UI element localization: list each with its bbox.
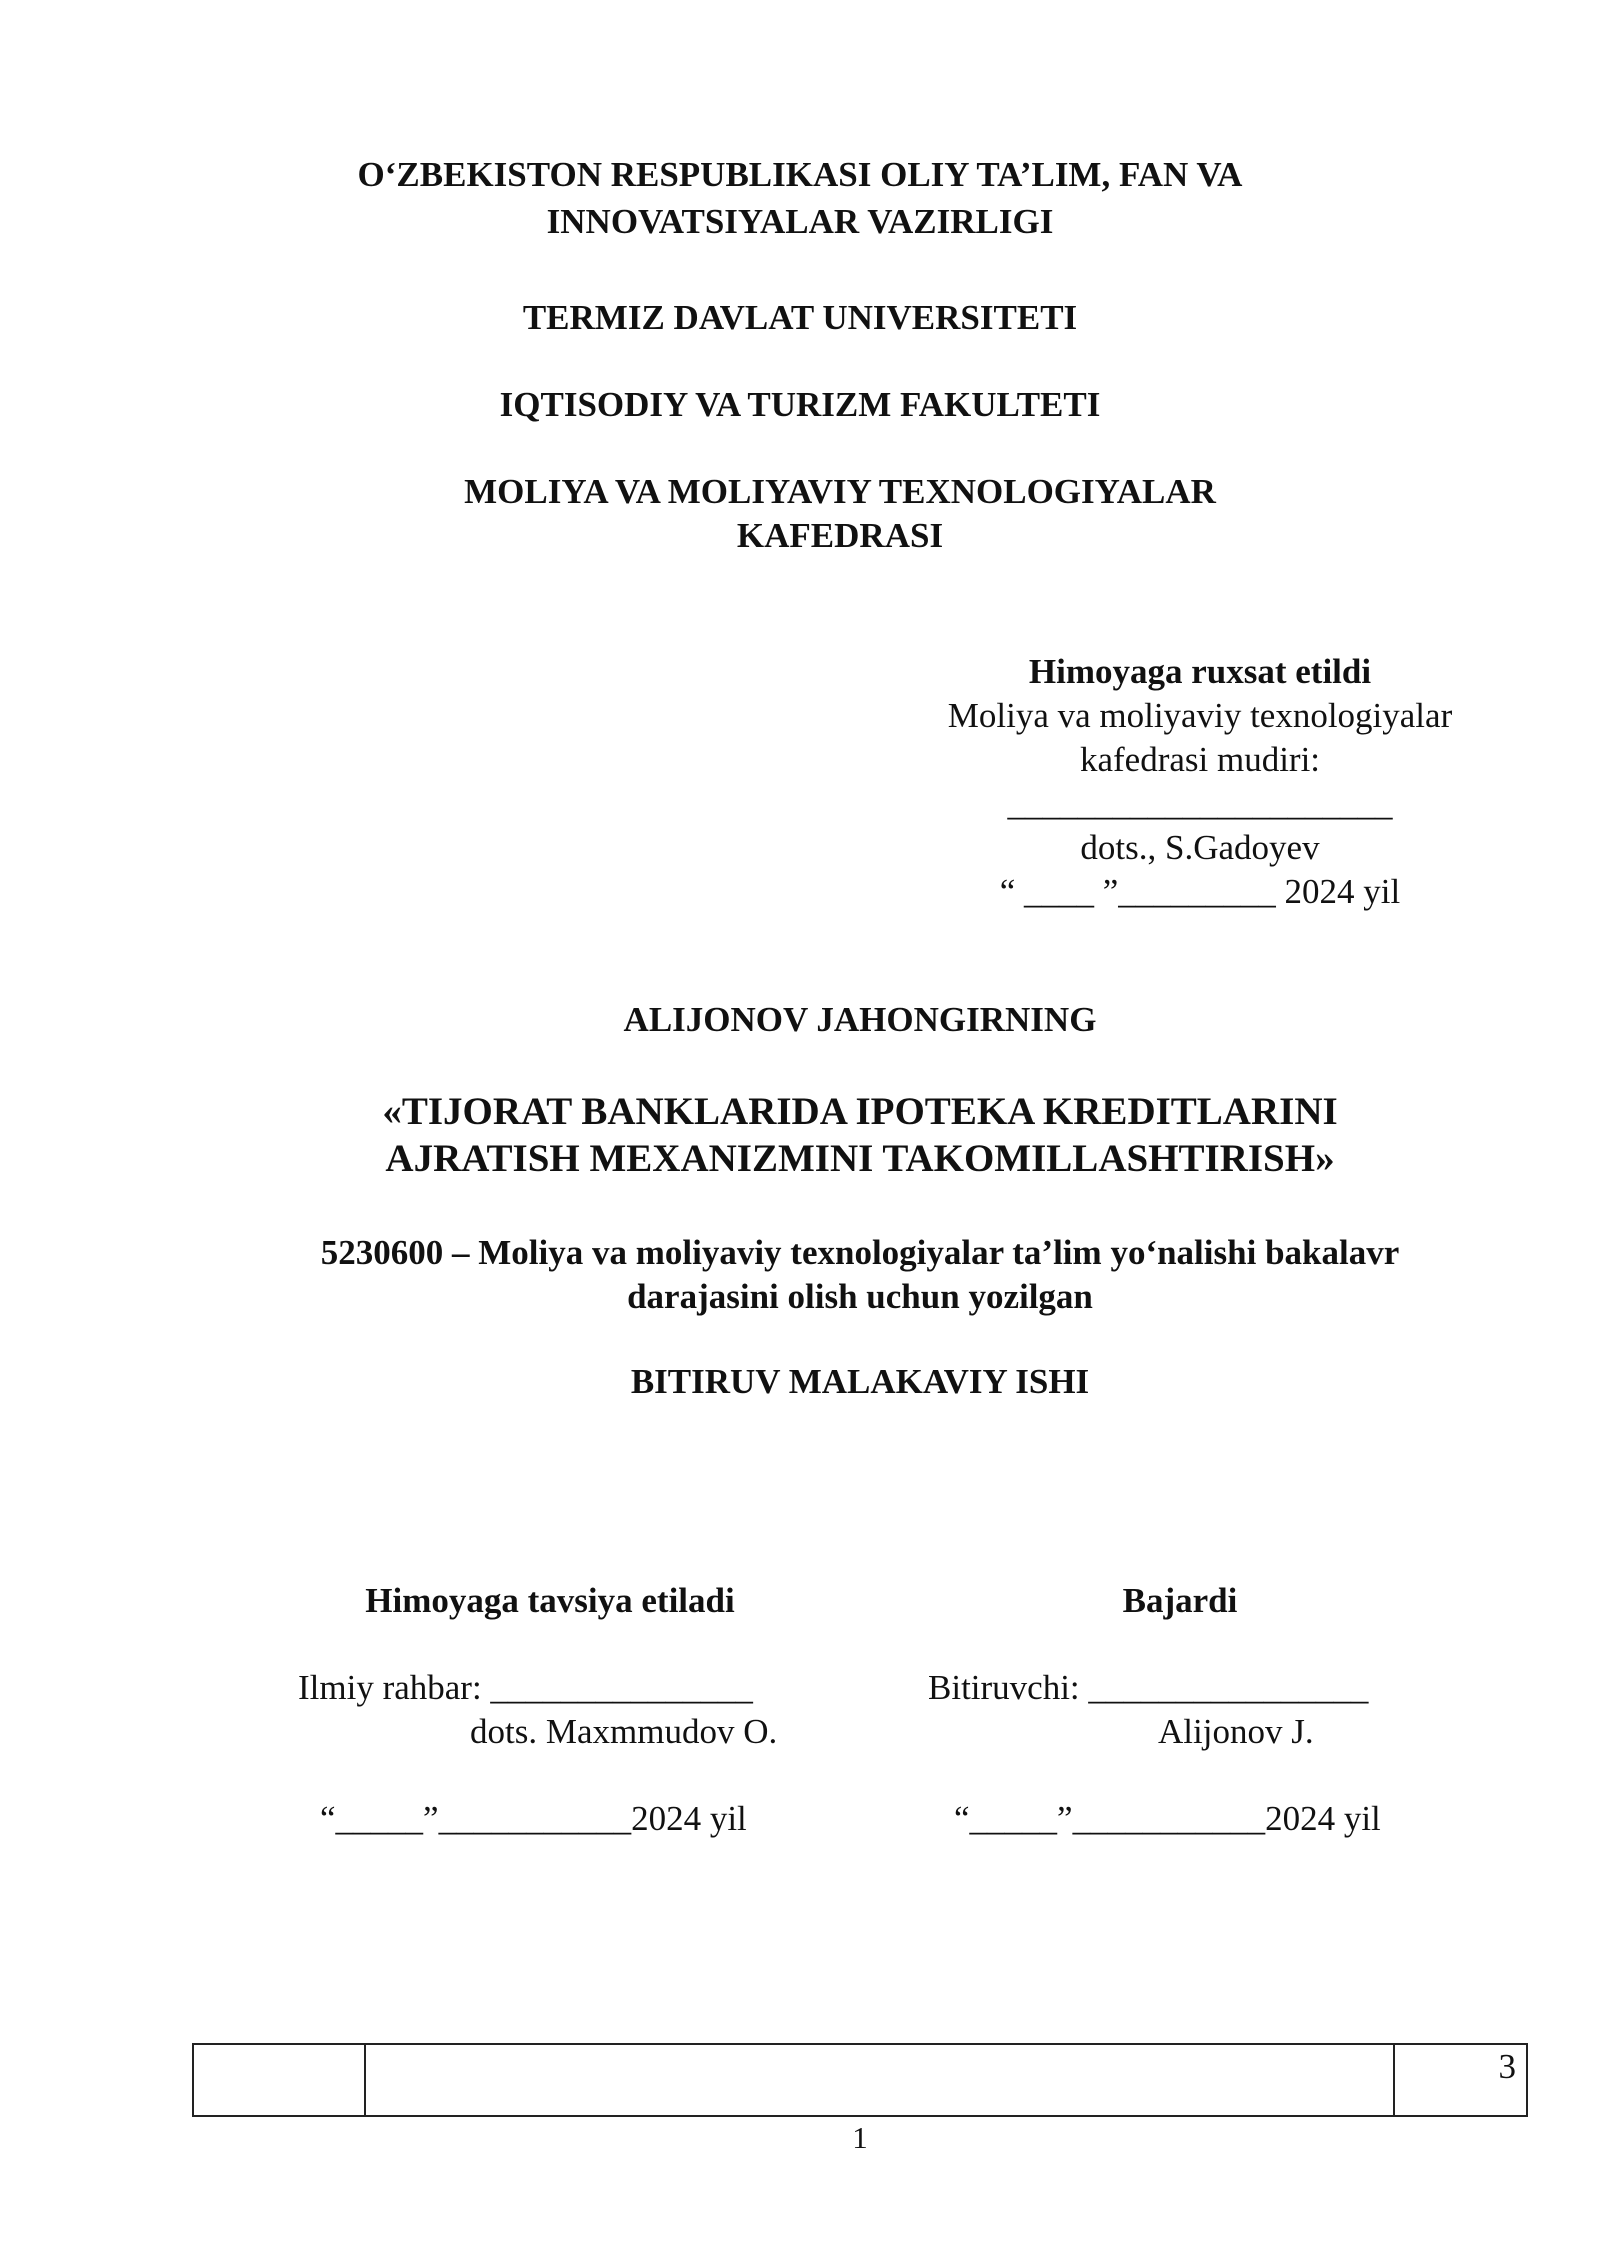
department-name-line-2: KAFEDRASI (736, 516, 944, 555)
approval-block (900, 650, 1500, 914)
thesis-title-line-2: AJRATISH MEXANIZMINI TAKOMILLASHTIRISH» (385, 1137, 1335, 1180)
sheet-number: 3 (1498, 2047, 1516, 2086)
approval-title: Himoyaga ruxsat etildi (1028, 652, 1372, 691)
university-name: TERMIZ DAVLAT UNIVERSITETI (522, 298, 1078, 337)
thesis-title-line-1: «TIJORAT BANKLARIDA IPOTEKA KREDITLARINI (382, 1090, 1338, 1133)
program-line-1: 5230600 – Moliya va moliyaviy texnologiyalar ta’lim yo‘nalishi bakalavr (320, 1233, 1400, 1272)
approval-signature-line: ______________________ (1007, 784, 1393, 823)
footer-table-divider (364, 2045, 366, 2115)
student-label-line: Bitiruvchi: ________________ (928, 1668, 1369, 1707)
supervisor-heading: Himoyaga tavsiya etiladi (365, 1581, 735, 1620)
supervisor-date: “_____”___________2024 yil (320, 1799, 747, 1838)
supervisor-name: dots. Maxmmudov O. (470, 1712, 778, 1751)
faculty-name: IQTISODIY VA TURIZM FAKULTETI (499, 385, 1101, 424)
approval-department-line-2: kafedrasi mudiri: (1079, 740, 1321, 779)
student-heading: Bajardi (1122, 1581, 1238, 1620)
student-date: “_____”___________2024 yil (954, 1799, 1381, 1838)
footer-stamp-table (192, 2043, 1528, 2117)
approval-head-name: dots., S.Gadoyev (1080, 828, 1320, 867)
supervisor-label-line: Ilmiy rahbar: _______________ (298, 1668, 753, 1707)
program-line-2: darajasini olish uchun yozilgan (627, 1277, 1093, 1316)
approval-department-line-1: Moliya va moliyaviy texnologiyalar (947, 696, 1453, 735)
ministry-name-line-2: INNOVATSIYALAR VAZIRLIGI (546, 202, 1054, 241)
work-type: BITIRUV MALAKAVIY ISHI (630, 1362, 1090, 1401)
footer-table-divider (1393, 2045, 1395, 2115)
approval-date: “ ____ ”_________ 2024 yil (999, 872, 1401, 911)
department-name-line-1: MOLIYA VA MOLIYAVIY TEXNOLOGIYALAR (464, 472, 1216, 511)
ministry-name-line-1: O‘ZBEKISTON RESPUBLIKASI OLIY TA’LIM, FAN VA (357, 155, 1243, 194)
author-name: ALIJONOV JAHONGIRNING (623, 1000, 1097, 1039)
page-number: 1 (852, 2120, 868, 2155)
student-name: Alijonov J. (1158, 1712, 1314, 1751)
